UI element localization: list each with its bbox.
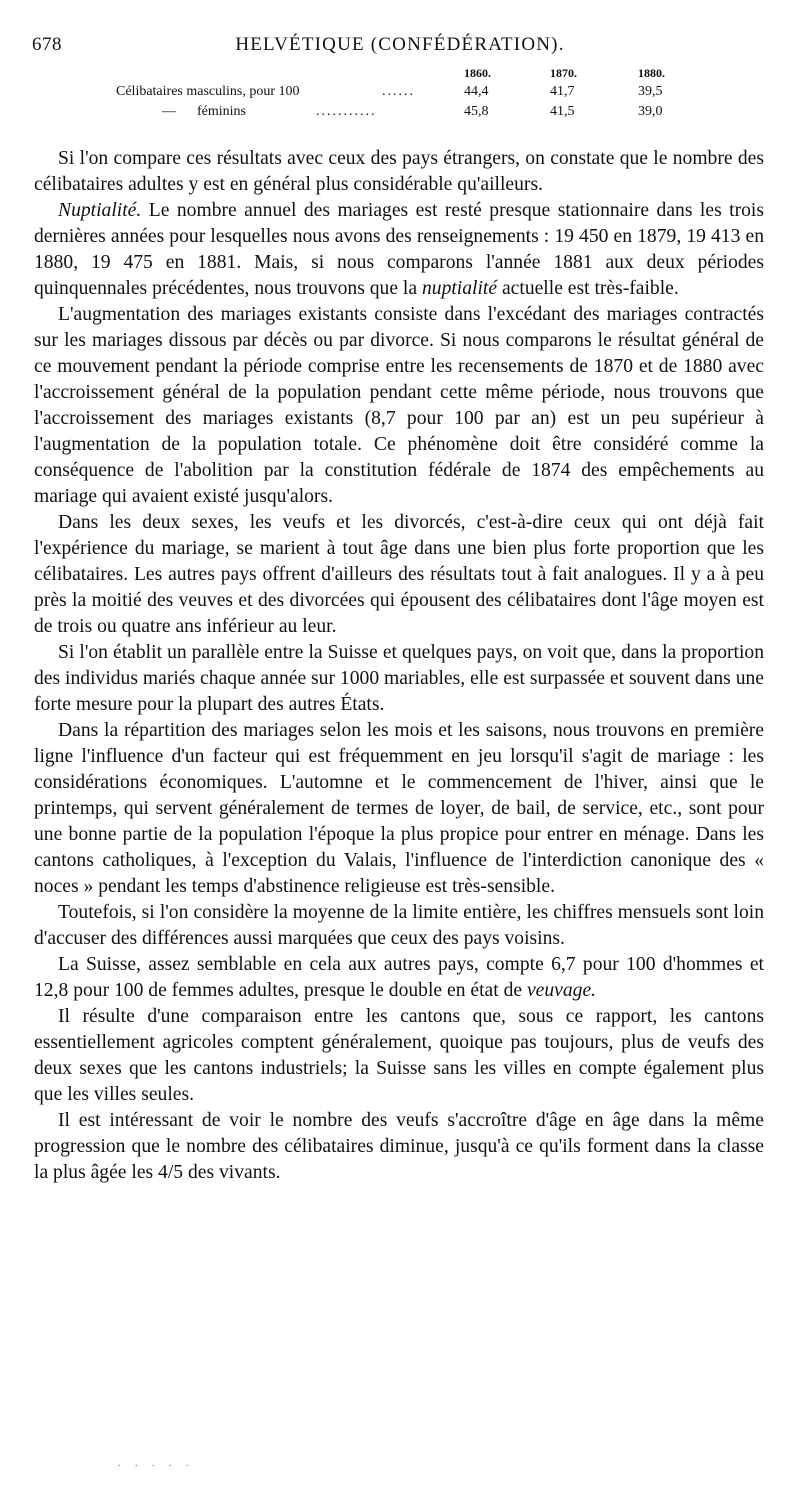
section-lead: Nuptialité. (58, 200, 142, 221)
page-number: 678 (32, 34, 62, 55)
paragraph (34, 198, 764, 302)
year-header: 1880. (638, 66, 665, 80)
table-cell: 41,5 (550, 104, 575, 119)
paragraph: Si l'on compare ces résultats avec ceux des pays étrangers, on constate que le nombre des célibataires adultes y est en général plus considérable qu'ailleurs. (34, 148, 764, 195)
table-header-row (32, 66, 768, 84)
paragraph: Dans la répartition des mariages selon les mois et les saisons, nous trouvons en première ligne l'influence d'un facteur qui est fréquemment en jeu lorsqu'il s'agit de mariage : les considérations économiques. L'automne et le commencement de l'hiver, ainsi que le printemps, qui servent généralement de termes de loyer, de bail, de service, etc., sont pour une bonne partie de la population l'époque la plus propice pour entrer en ménage. Dans les cantons catholiques, à l'exception du Valais, l'influence de l'interdiction canonique des « noces » pendant les temps d'abstinence religieuse est très-sensible. (34, 720, 764, 897)
table-cell: 41,7 (550, 84, 575, 99)
paragraph-text: actuelle est très-faible. (497, 278, 679, 299)
table-cell: 45,8 (464, 104, 489, 119)
emphasis: veuvage. (526, 980, 597, 1001)
table-row (32, 84, 768, 104)
paragraph: Si l'on établit un parallèle entre la Suisse et quelques pays, on voit que, dans la proportion des individus mariés chaque année sur 1000 mariables, elle est surpassée et souvent dans une forte mesure pour la plupart des autres États. (34, 642, 764, 715)
footer-marks: . . . . . (118, 1458, 195, 1469)
year-header: 1870. (550, 66, 577, 80)
paragraph-text: Le nombre annuel des mariages est resté presque stationnaire dans les trois dernières années pour lesquelles nous avons des renseignements : 19 450 en 1879, 19 413 en 1880, 19 475 en 1881. Mais, si nous comparons l'année 1881 aux deux périodes quinquennales précédentes, nous trouvons que la (34, 200, 764, 299)
paragraph-text: La Suisse, assez semblable en cela aux autres pays, compte 6,7 pour 100 d'hommes et 12,8 pour 100 de femmes adultes, presque le double en état de (34, 954, 764, 1001)
paragraph: Il résulte d'une comparaison entre les cantons que, sous ce rapport, les cantons essentiellement agricoles comptent généralement, quoique pas toujours, plus de veufs des deux sexes que les cantons industriels; la Suisse sans les villes en compte également plus que les villes seules. (34, 1006, 764, 1105)
table-cell: 39,0 (638, 104, 663, 119)
leader-dots: ...... (382, 84, 415, 99)
row-label: — féminins (162, 104, 246, 119)
paragraph: Toutefois, si l'on considère la moyenne de la limite entière, les chiffres mensuels sont loin d'accuser des différences aussi marquées que ceux des pays voisins. (34, 902, 764, 949)
celibacy-table (32, 66, 768, 124)
paragraph: Dans les deux sexes, les veufs et les divorcés, c'est-à-dire ceux qui ont déjà fait l'expérience du mariage, se marient à tout âge dans une bien plus forte proportion que les célibataires. Les autres pays offrent d'ailleurs des résultats tout à fait analogues. Il y a à peu près la moitié des veuves et des divorcées qui épousent des célibataires dont l'âge moyen est de trois ou quatre ans inférieur au leur. (34, 512, 764, 637)
page-header (32, 34, 768, 60)
paragraph: Il est intéressant de voir le nombre des veufs s'accroître d'âge en âge dans la même progression que le nombre des célibataires diminue, jusqu'à ce qu'ils forment dans la classe la plus âgée les 4/5 des vivants. (34, 1110, 764, 1183)
leader-dots: ........... (316, 104, 377, 119)
table-cell: 44,4 (464, 84, 489, 99)
paragraph: L'augmentation des mariages existants consiste dans l'excédant des mariages contractés sur les mariages dissous par décès ou par divorce. Si nous comparons le résultat général de ce mouvement pendant la période comprise entre les recensements de 1870 et de 1880 avec l'accroissement général de la population pendant cette même période, nous trouvons que l'accroissement des mariages existants (8,7 pour 100 par an) est un peu supérieur à l'augmentation de la population totale. Ce phénomène doit être considéré comme la conséquence de l'abolition par la constitution fédérale de 1874 des empêchements au mariage qui avaient existé jusqu'alors. (34, 304, 764, 507)
table-cell: 39,5 (638, 84, 663, 99)
row-label: Célibataires masculins, pour 100 (116, 84, 300, 99)
running-title: HELVÉTIQUE (CONFÉDÉRATION). (235, 34, 565, 55)
year-header: 1860. (464, 66, 491, 80)
emphasis: nuptialité (421, 278, 498, 299)
table-row (32, 104, 768, 124)
paragraph (34, 952, 764, 1004)
body-text (34, 146, 764, 1186)
